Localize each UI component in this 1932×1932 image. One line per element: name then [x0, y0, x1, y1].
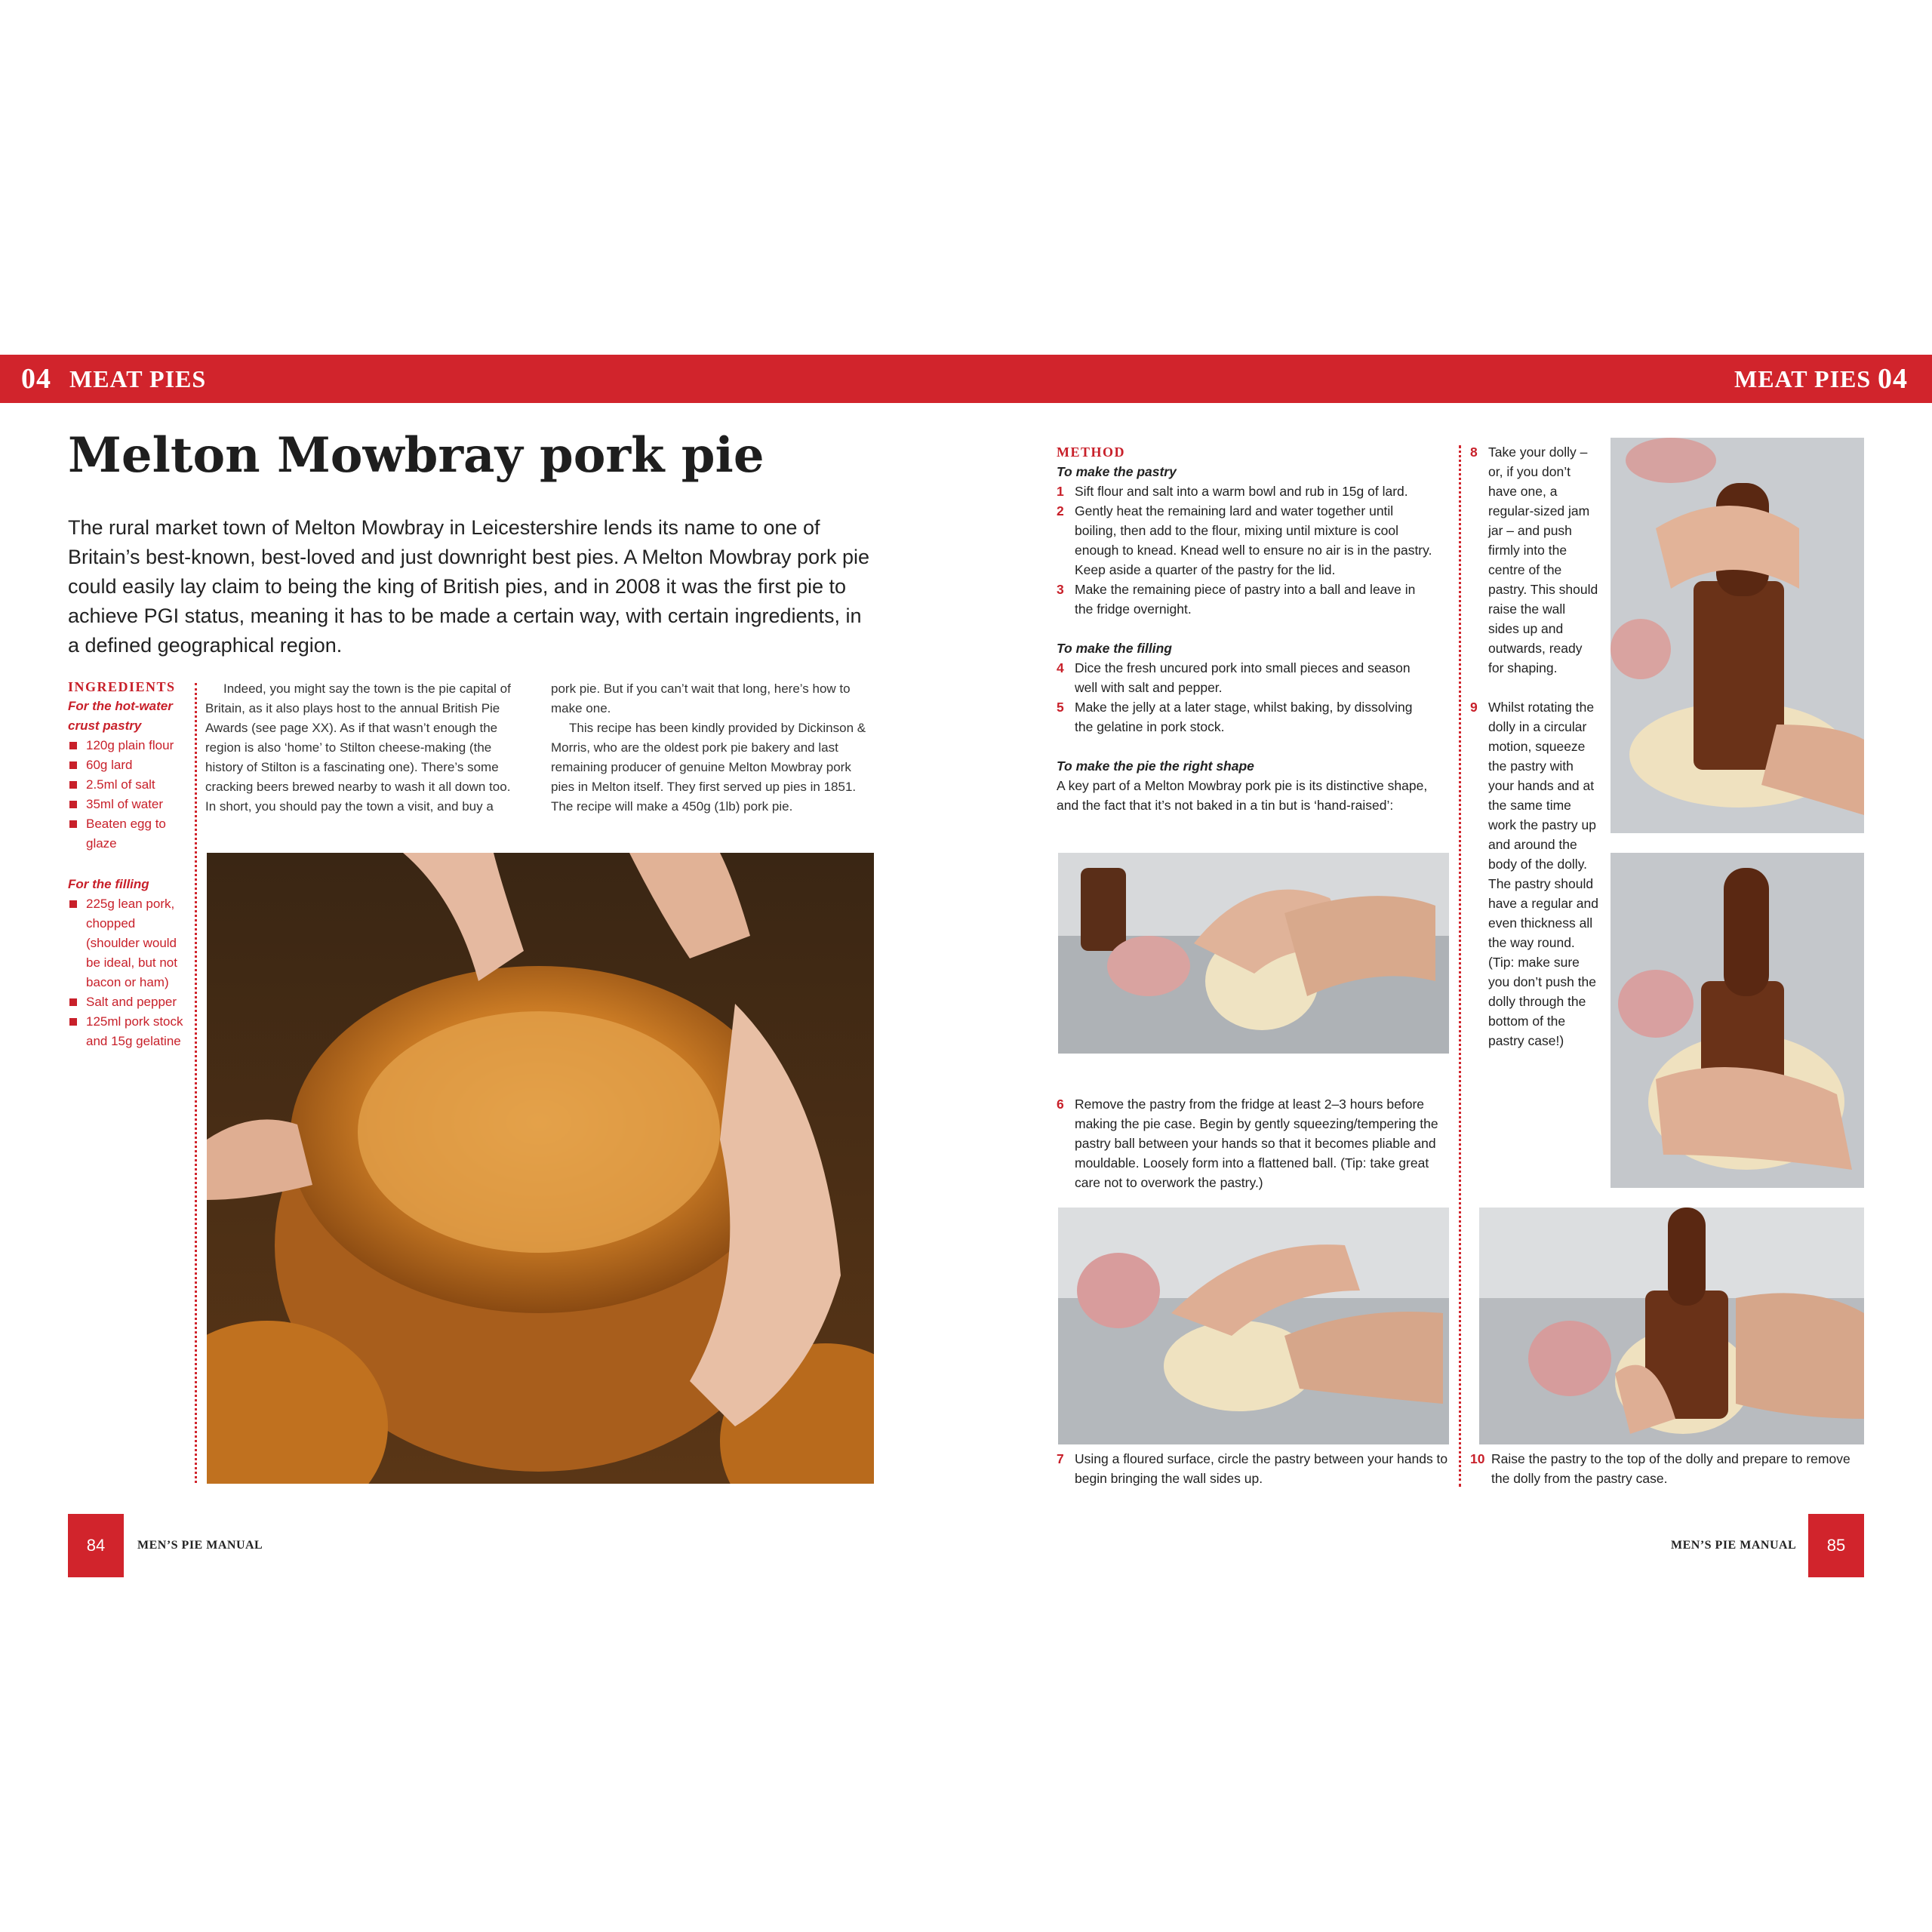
body-column-2 — [551, 679, 868, 817]
step-number: 3 — [1057, 582, 1064, 597]
recipe-title: Melton Mowbray pork pie — [68, 427, 764, 484]
pastry-ingredients-list — [68, 736, 189, 854]
body-column-1 — [205, 679, 522, 817]
method-step-10 — [1470, 1449, 1863, 1488]
step-number: 1 — [1057, 484, 1064, 499]
step-number: 7 — [1057, 1451, 1064, 1466]
body-paragraph: pork pie. But if you can’t wait that long, here’s how to make one. — [551, 681, 851, 715]
step-8-photo — [1611, 438, 1864, 833]
step-text: Remove the pastry from the fridge at least 2–3 hours before making the pie case. Begin by gently squeezing/tempering the pastry ball between your hands so that it becomes pliable and mouldable. Loosely form into a flattened ball. (Tip: take great care not to overwork the pastry.) — [1075, 1097, 1438, 1190]
page-number-left: 84 — [68, 1514, 124, 1577]
chapter-number-left: 04 — [21, 363, 51, 395]
method-step-1 — [1057, 481, 1434, 501]
list-item: 125ml pork stock and 15g gelatine — [68, 1012, 189, 1051]
step-text: Whilst rotating the dolly in a circular motion, squeeze the pastry with your hands and at the same time work the pastry up and around the body of the dolly. The pastry should have a regular and even thickness all the way round. (Tip: make sure you don’t push the dolly through the bottom of the pastry case!) — [1488, 700, 1598, 1048]
method-step-7-block — [1057, 1449, 1449, 1488]
method-step-6 — [1057, 1094, 1449, 1192]
ingredients-divider — [195, 683, 197, 1483]
method-step-2 — [1057, 501, 1434, 580]
step-number: 5 — [1057, 700, 1064, 715]
list-item: Salt and pepper — [68, 992, 189, 1012]
step-number: 10 — [1470, 1451, 1485, 1466]
chapter-title-left: MEAT PIES — [69, 365, 207, 392]
step-text: Raise the pastry to the top of the dolly and prepare to remove the dolly from the pastry case. — [1491, 1451, 1850, 1486]
body-paragraph: Indeed, you might say the town is the pie capital of Britain, as it also plays host to the annual British Pie Awards (see page XX). As if that wasn’t enough the region is also ‘home’ to Stilton cheese-making (the history of Stilton is a fascinating one). There’s some cracking beers brewed nearby to wash it all down too. In short, you should pay the town a visit, and buy a — [205, 681, 511, 814]
chapter-number-right: 04 — [1878, 363, 1908, 395]
step-9-photo — [1611, 853, 1864, 1188]
method-step-5 — [1057, 697, 1434, 737]
list-item: 60g lard — [68, 755, 189, 775]
list-item: 120g plain flour — [68, 736, 189, 755]
pastry-ingredients-heading: For the hot-water crust pastry — [68, 699, 173, 733]
method-divider — [1459, 445, 1461, 1487]
method-column-1 — [1057, 442, 1434, 815]
step-number: 9 — [1470, 700, 1478, 715]
list-item: 35ml of water — [68, 795, 189, 814]
ingredients-heading: INGREDIENTS — [68, 679, 176, 694]
ingredients-panel — [68, 679, 189, 1051]
step-10-photo — [1479, 1208, 1864, 1444]
method-filling-heading: To make the filling — [1057, 641, 1172, 656]
method-heading: METHOD — [1057, 445, 1126, 460]
step-text: Sift flour and salt into a warm bowl and rub in 15g of lard. — [1075, 484, 1408, 499]
step-number: 6 — [1057, 1097, 1064, 1112]
step-6-photo — [1058, 853, 1449, 1054]
list-item: 2.5ml of salt — [68, 775, 189, 795]
list-item: Beaten egg to glaze — [68, 814, 189, 854]
body-paragraph: This recipe has been kindly provided by Dickinson & Morris, who are the oldest pork pie bakery and last remaining producer of genuine Melton Mowbray pork pies in Melton itself. They first served up pies in 1851. The recipe will make a 450g (1lb) pork pie. — [551, 721, 866, 814]
step-number: 4 — [1057, 660, 1064, 675]
step-text: Take your dolly – or, if you don’t have one, a regular-sized jam jar – and push firmly into the centre of the pastry. This should raise the wall sides up and outwards, ready for shaping. — [1488, 445, 1598, 675]
step-text: Dice the fresh uncured pork into small pieces and season well with salt and pepper. — [1075, 660, 1411, 695]
method-step-8 — [1470, 442, 1598, 678]
pork-pie-photo — [207, 853, 874, 1484]
chapter-header-band — [0, 355, 1932, 403]
method-shape-intro: A key part of a Melton Mowbray pork pie is its distinctive shape, and the fact that it’s not baked in a tin but is ‘hand-raised’: — [1057, 778, 1428, 813]
method-column-2 — [1470, 442, 1598, 1051]
running-footer-left: MEN’S PIE MANUAL — [137, 1539, 263, 1552]
method-step-6-block — [1057, 1094, 1449, 1192]
filling-ingredients-heading: For the filling — [68, 877, 149, 891]
step-number: 2 — [1057, 503, 1064, 518]
method-step-3 — [1057, 580, 1434, 619]
step-text: Gently heat the remaining lard and water together until boiling, then add to the flour, mixing until mixture is cool enough to knead. Knead well to ensure no air is in the pastry. Keep aside a quarter of the pastry for the lid. — [1075, 503, 1432, 577]
step-text: Make the jelly at a later stage, whilst baking, by dissolving the gelatine in pork stock. — [1075, 700, 1413, 734]
step-text: Make the remaining piece of pastry into a ball and leave in the fridge overnight. — [1075, 582, 1416, 617]
method-step-4 — [1057, 658, 1434, 697]
method-step-10-block — [1470, 1449, 1863, 1488]
chapter-title-right: MEAT PIES — [1734, 365, 1872, 392]
step-text: Using a floured surface, circle the pastry between your hands to begin bringing the wall sides up. — [1075, 1451, 1448, 1486]
method-step-9 — [1470, 697, 1598, 1051]
intro-paragraph: The rural market town of Melton Mowbray in Leicestershire lends its name to one of Britain’s best-known, best-loved and just downright best pies. A Melton Mowbray pork pie could easily lay claim to being the king of British pies, and in 2008 it was the first pie to achieve PGI status, meaning it has to be made a certain way, with certain ingredients, in a defined geographical region. — [68, 516, 870, 657]
running-footer-right: MEN’S PIE MANUAL — [1671, 1539, 1797, 1552]
filling-ingredients-list — [68, 894, 189, 1051]
method-pastry-heading: To make the pastry — [1057, 464, 1177, 479]
method-shape-heading: To make the pie the right shape — [1057, 758, 1254, 774]
list-item: 225g lean pork, chopped (shoulder would be ideal, but not bacon or ham) — [68, 894, 189, 992]
step-number: 8 — [1470, 445, 1478, 460]
page-number-right: 85 — [1808, 1514, 1864, 1577]
step-7-photo — [1058, 1208, 1449, 1444]
method-step-7 — [1057, 1449, 1449, 1488]
